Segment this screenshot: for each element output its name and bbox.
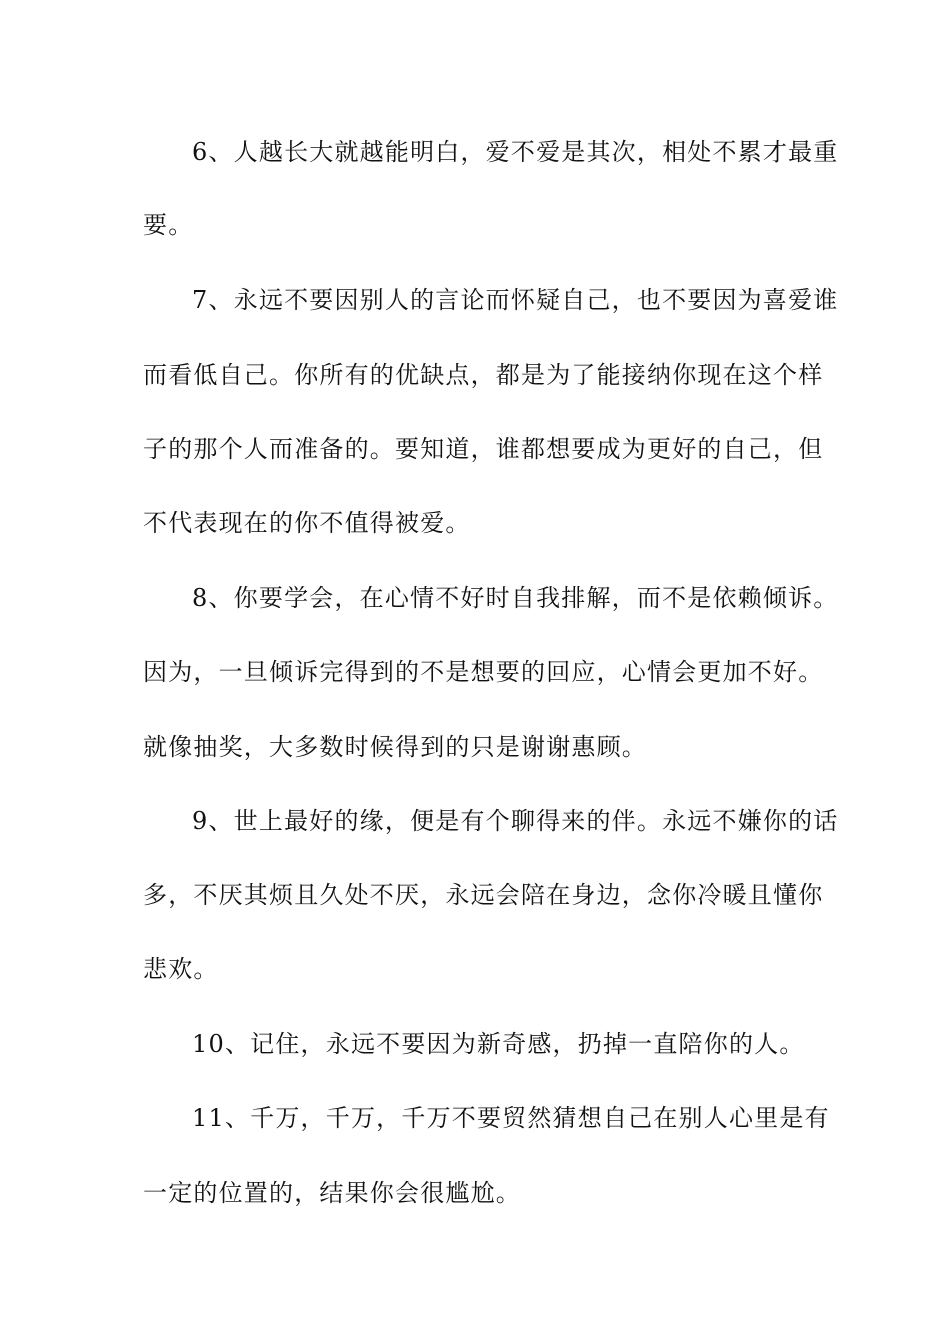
paragraph-8-line-3: 就像抽奖，大多数时候得到的只是谢谢惠顾。 [143,733,647,761]
paragraph-8-line-1: 8、你要学会，在心情不好时自我排解，而不是依赖倾诉。 [192,584,839,612]
paragraph-6-line-2: 要。 [143,211,194,239]
paragraph-10-line-1: 10、记住，永远不要因为新奇感，扔掉一直陪你的人。 [192,1030,805,1058]
paragraph-9-line-1: 9、世上最好的缘，便是有个聊得来的伴。永远不嫌你的话 [192,807,839,835]
paragraph-7-line-2: 而看低自己。你所有的优缺点，都是为了能接纳你现在这个样 [143,361,824,389]
paragraph-7-line-1: 7、永远不要因别人的言论而怀疑自己，也不要因为喜爱谁 [192,286,839,314]
paragraph-6-line-1: 6、人越长大就越能明白，爱不爱是其次，相处不累才最重 [192,138,839,166]
paragraph-7-line-4: 不代表现在的你不值得被爱。 [143,509,471,537]
paragraph-9-line-2: 多，不厌其烦且久处不厌，永远会陪在身边，念你冷暖且懂你 [143,881,824,909]
paragraph-7-line-3: 子的那个人而准备的。要知道，谁都想要成为更好的自己，但 [143,435,824,463]
paragraph-8-line-2: 因为，一旦倾诉完得到的不是想要的回应，心情会更加不好。 [143,658,824,686]
paragraph-9-line-3: 悲欢。 [143,955,219,983]
paragraph-11-line-2: 一定的位置的，结果你会很尴尬。 [143,1179,521,1207]
paragraph-11-line-1: 11、千万，千万，千万不要贸然猜想自己在别人心里是有 [192,1104,830,1132]
